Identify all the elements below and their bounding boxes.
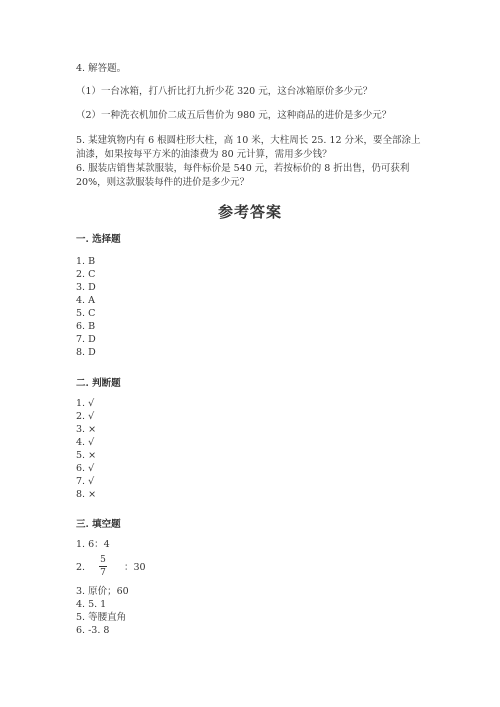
list-item: 5. × [76,450,97,461]
list-item: 6. -3. 8 [76,625,110,636]
list-item: 2. √ [76,411,95,422]
fraction-denominator: 7 [100,568,106,578]
section-fill-heading: 三. 填空题 [76,519,121,530]
question-5-line-2: 油漆，如果按每平方米的油漆费为 80 元计算，需用多少钱？ [76,149,332,160]
list-item: 4. √ [76,437,95,448]
list-item: 1. B [76,256,96,267]
list-item-prefix: 2. [76,562,86,573]
fraction [99,555,107,578]
list-item: 3. 原价；60 [76,586,129,597]
list-item: 5. 等腰直角 [76,612,127,623]
list-item: 5. C [76,308,96,319]
list-item: 7. √ [76,476,95,487]
list-item: 4. A [76,295,95,306]
question-4-part-1: （1）一台冰箱，打八折比打九折少花 320 元，这台冰箱原价多少元？ [76,86,373,97]
section-choice-heading: 一. 选择题 [76,234,121,245]
list-item: 2. C [76,269,96,280]
question-4-title: 4. 解答题。 [76,63,127,74]
question-4-part-2: （2）一种洗衣机加价二成五后售价为 980 元，这种商品的进价是多少元？ [76,110,392,121]
question-6-line-2: 20%，则这款服装每件的进价是多少元？ [76,177,250,188]
list-item: 1. √ [76,398,95,409]
list-item: 6. √ [76,463,95,474]
list-item: 6. B [76,321,96,332]
fraction-bar [99,566,107,567]
question-5-line-1: 5. 某建筑物内有 6 根圆柱形大柱，高 10 米，大柱周长 25. 12 分米，要全部涂上 [76,135,421,146]
answer-key-title: 参考答案 [217,203,282,221]
list-item: 8. D [76,347,96,358]
section-judge-heading: 二. 判断题 [76,378,121,389]
list-item: 7. D [76,334,96,345]
list-item: 4. 5. 1 [76,599,107,610]
question-6-line-1: 6. 服装店销售某款服装，每件标价是 540 元，若按标价的 8 折出售，仍可获利 [76,163,410,174]
list-item: 1. 6：4 [76,539,110,550]
fraction-numerator: 5 [100,555,106,565]
list-item: 3. × [76,424,97,435]
list-item-suffix: ：30 [124,562,146,573]
list-item: 8. × [76,489,97,500]
list-item: 3. D [76,282,96,293]
